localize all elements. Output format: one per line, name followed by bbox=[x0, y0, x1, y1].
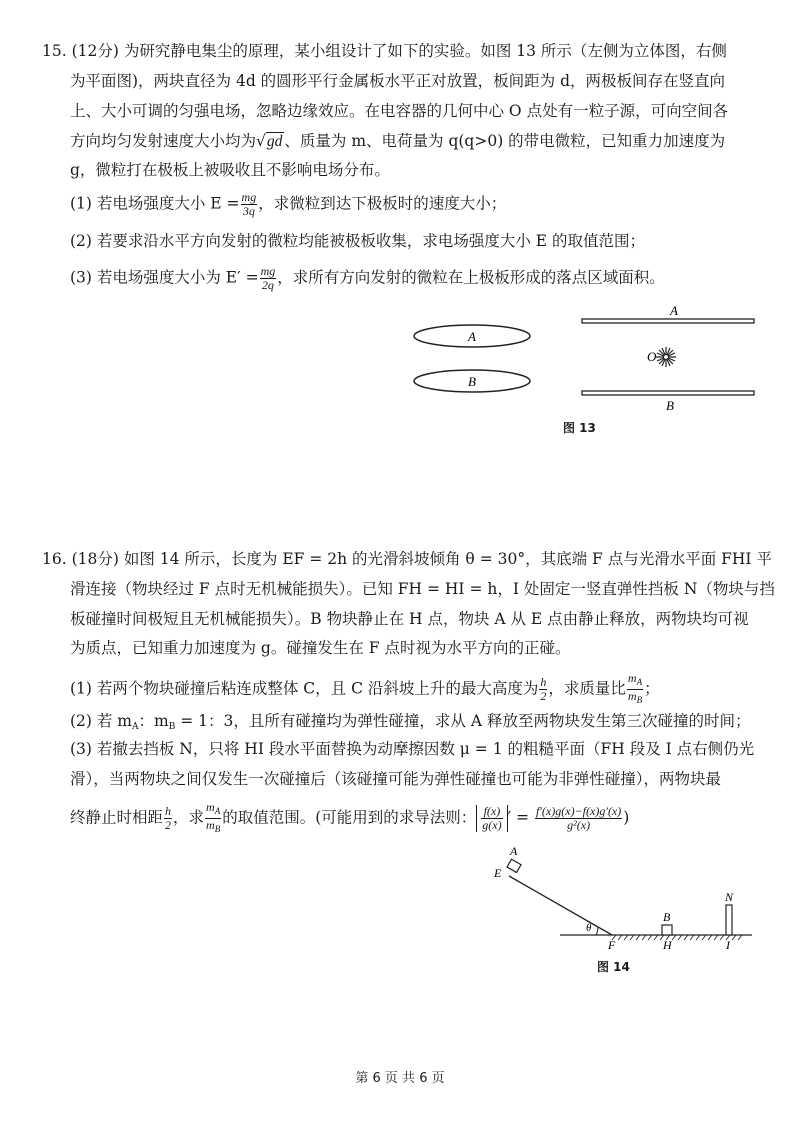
q16-line-1: 16. (18分) 如图 14 所示，长度为 EF = 2h 的光滑斜坡倾角 θ = 30°，其底端 F 点与光滑水平面 FHI 平 bbox=[42, 550, 772, 568]
fraction-denominator: g²(x) bbox=[567, 818, 591, 832]
label-b: B bbox=[663, 910, 671, 924]
figure-14 bbox=[480, 835, 780, 960]
prime-equals: ′ = bbox=[507, 808, 534, 827]
fraction-numerator: f(x) bbox=[481, 805, 502, 819]
plate-a-side-label: A bbox=[670, 303, 678, 318]
page-footer: 第 6 页 共 6 页 bbox=[355, 1071, 445, 1086]
q15-line-3: 上、大小可调的匀强电场，忽略边缘效应。在电容器的几何中心 O 点处有一粒子源，可向空间各 bbox=[70, 102, 729, 120]
q16-line-4: 为质点，已知重力加速度为 g。碰撞发生在 F 点时视为水平方向的正碰。 bbox=[70, 639, 571, 657]
label-i: I bbox=[726, 938, 730, 952]
q15-part-3 bbox=[70, 265, 665, 292]
fraction-numerator: h bbox=[540, 675, 547, 689]
q16-part-2-a: (2) 若 m bbox=[70, 712, 133, 730]
subscript-a: A bbox=[132, 722, 139, 732]
fraction-numerator: mg bbox=[241, 190, 257, 204]
plate-b-3d-label: B bbox=[468, 374, 476, 389]
label-h: H bbox=[663, 938, 672, 952]
block-b bbox=[662, 925, 672, 935]
fraction-denominator bbox=[627, 690, 643, 707]
slope-line bbox=[509, 876, 612, 935]
q16-part-3-b: ，求 bbox=[173, 808, 205, 827]
derivative-bracket bbox=[476, 805, 507, 832]
mass-symbol: m bbox=[206, 800, 215, 814]
label-n: N bbox=[725, 890, 734, 904]
subscript-b: B bbox=[214, 824, 221, 834]
q15-line-5: g，微粒打在极板上被吸收且不影响电场分布。 bbox=[70, 161, 390, 179]
sqrt-gd: gd bbox=[266, 133, 283, 150]
q16-part-2-b: ：m bbox=[138, 712, 169, 730]
subscript-a: A bbox=[214, 806, 221, 816]
fraction-h-2 bbox=[539, 676, 547, 703]
mass-symbol: m bbox=[627, 689, 637, 703]
q16-part-1-c: ； bbox=[644, 679, 660, 698]
q15-part-1-a: (1) 若电场强度大小 E = bbox=[70, 194, 240, 213]
q15-part-1 bbox=[70, 191, 506, 218]
figure-13-caption: 图 13 bbox=[563, 421, 596, 435]
plate-b-side-label: B bbox=[666, 398, 674, 413]
q15-part-1-b: ，求微粒到达下极板时的速度大小； bbox=[258, 194, 507, 213]
mass-symbol: m bbox=[627, 671, 637, 685]
block-a bbox=[507, 859, 521, 872]
figure-14-caption: 图 14 bbox=[597, 960, 630, 974]
plate-a-side bbox=[582, 319, 754, 323]
fraction-numerator bbox=[627, 672, 643, 690]
particle-source-icon bbox=[656, 347, 676, 367]
fraction-denominator bbox=[205, 819, 221, 836]
q15-line-4-a: 方向均匀发射速度大小均为 bbox=[70, 132, 257, 150]
ground-hatch bbox=[612, 935, 742, 940]
point-o-label: O bbox=[647, 349, 657, 364]
plate-b-side bbox=[582, 391, 754, 395]
fraction-mg-2q bbox=[260, 265, 277, 292]
fraction-numerator: mg bbox=[260, 264, 276, 278]
q16-part-2 bbox=[70, 711, 750, 737]
plate-a-3d-label: A bbox=[468, 329, 476, 344]
q16-part-1-b: ，求质量比 bbox=[548, 679, 626, 698]
q16-part-3-line-2: 滑），当两物块之间仅发生一次碰撞后（该碰撞可能为弹性碰撞也可能为非弹性碰撞），两物块最 bbox=[70, 770, 722, 788]
q15-part-2: (2) 若要求沿水平方向发射的微粒均能被极板收集，求电场强度大小 E 的取值范围； bbox=[70, 232, 646, 250]
q16-part-1 bbox=[70, 672, 660, 707]
fraction-denominator: 2 bbox=[165, 818, 172, 832]
fraction-numerator: f′(x)g(x)−f(x)g′(x) bbox=[535, 804, 622, 818]
fraction-mass-ratio bbox=[205, 801, 221, 836]
label-theta: θ bbox=[586, 922, 592, 934]
subscript-b: B bbox=[636, 695, 643, 705]
subscript-b: B bbox=[168, 722, 176, 732]
fraction-denominator: 2 bbox=[540, 689, 547, 703]
sqrt-symbol: √ bbox=[256, 132, 266, 150]
q16-part-3-line-3 bbox=[70, 801, 629, 836]
q16-part-3-c: 的取值范围。(可能用到的求导法则： bbox=[222, 808, 477, 827]
closing-paren: ) bbox=[623, 808, 630, 827]
figure-13 bbox=[400, 300, 770, 420]
q16-part-1-a: (1) 若两个物块碰撞后粘连成整体 C，且 C 沿斜坡上升的最大高度为 bbox=[70, 679, 539, 698]
fraction-denominator: 2q bbox=[261, 278, 274, 292]
q15-part-3-a: (3) 若电场强度大小为 E′ = bbox=[70, 268, 259, 287]
barrier-n bbox=[726, 905, 732, 935]
fraction-h-2 bbox=[164, 805, 172, 832]
fraction-numerator bbox=[205, 801, 221, 819]
q16-part-2-c: = 1：3，且所有碰撞均为弹性碰撞，求从 A 释放至两物块发生第三次碰撞的时间； bbox=[175, 712, 751, 730]
label-f: F bbox=[608, 938, 616, 952]
angle-arc bbox=[596, 927, 598, 935]
fraction-f-over-g bbox=[481, 805, 502, 832]
label-e: E bbox=[494, 866, 502, 880]
subscript-a: A bbox=[636, 677, 643, 687]
mass-symbol: m bbox=[206, 818, 215, 832]
q15-part-3-b: ，求所有方向发射的微粒在上极板形成的落点区域面积。 bbox=[277, 268, 665, 287]
q16-part-3-line-1: (3) 若撤去挡板 N，只将 HI 段水平面替换为动摩擦因数 μ = 1 的粗糙平面（FH 段及 I 点右侧仍光 bbox=[70, 740, 755, 758]
fraction-numerator: h bbox=[165, 804, 172, 818]
fraction-quotient-rule bbox=[535, 805, 622, 832]
fraction-denominator: 3q bbox=[242, 204, 255, 218]
q16-line-2: 滑连接（物块经过 F 点时无机械能损失）。已知 FH = HI = h，I 处固定一竖直弹性挡板 N（物块与挡 bbox=[70, 580, 775, 598]
q15-line-1: 15. (12分) 为研究静电集尘的原理，某小组设计了如下的实验。如图 13 所示（左侧为立体图，右侧 bbox=[42, 42, 727, 60]
fraction-mg-3q bbox=[241, 191, 258, 218]
fraction-denominator: g(x) bbox=[482, 818, 502, 832]
q15-line-4-b: 、质量为 m、电荷量为 q(q>0) 的带电微粒，已知重力加速度为 bbox=[284, 132, 726, 150]
label-a: A bbox=[510, 844, 518, 858]
q15-line-2: 为平面图)，两块直径为 4d 的圆形平行金属板水平正对放置，板间距为 d，两极板间存在竖直向 bbox=[70, 72, 726, 90]
fraction-mass-ratio bbox=[627, 672, 643, 707]
q16-line-3: 板碰撞时间极短且无机械能损失）。B 物块静止在 H 点，物块 A 从 E 点由静止释放，两物块均可视 bbox=[70, 610, 749, 628]
q15-line-4 bbox=[70, 131, 725, 152]
q16-part-3-a: 终静止时相距 bbox=[70, 808, 164, 827]
